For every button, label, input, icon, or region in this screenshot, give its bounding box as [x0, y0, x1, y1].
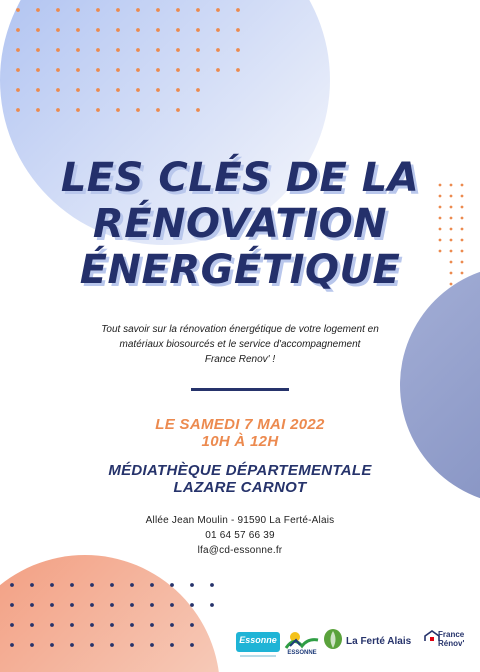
- decor-dot: [176, 28, 180, 32]
- title-line-1: LES CLÉS DE LA: [60, 155, 420, 201]
- decor-dot: [30, 623, 34, 627]
- bottom-left-circle: [0, 555, 220, 672]
- decor-dot: [50, 583, 54, 587]
- france-renov-text-2: Rénov': [438, 639, 465, 648]
- decor-dot: [136, 68, 140, 72]
- decor-dot: [116, 88, 120, 92]
- decor-dot: [150, 623, 154, 627]
- decor-dot: [196, 88, 200, 92]
- decor-dot: [156, 28, 160, 32]
- decor-dot: [16, 88, 20, 92]
- decor-dot: [110, 603, 114, 607]
- decor-dot: [70, 583, 74, 587]
- decor-dot: [90, 643, 94, 647]
- green-seal-logo: [322, 628, 344, 658]
- event-date: LE SAMEDI 7 MAI 2022: [155, 416, 325, 433]
- decor-dot: [156, 8, 160, 12]
- decor-dot: [190, 583, 194, 587]
- decor-dot: [76, 28, 80, 32]
- decor-dot: [70, 623, 74, 627]
- decor-dot: [96, 108, 100, 112]
- decor-dot: [116, 28, 120, 32]
- decor-dot: [96, 28, 100, 32]
- decor-dot: [170, 583, 174, 587]
- decor-dot: [216, 28, 220, 32]
- decor-dot: [196, 108, 200, 112]
- la-ferte-alais-logo-text: La Ferté Alais: [346, 636, 412, 647]
- decor-dot: [56, 108, 60, 112]
- decor-dot: [150, 603, 154, 607]
- decor-dot: [170, 643, 174, 647]
- decor-dot: [156, 108, 160, 112]
- venue-line-1: MÉDIATHÈQUE DÉPARTEMENTALE: [108, 462, 372, 479]
- decor-dot: [176, 68, 180, 72]
- decor-dot: [96, 48, 100, 52]
- decor-dot: [50, 623, 54, 627]
- decor-dot: [70, 603, 74, 607]
- decor-dot: [110, 623, 114, 627]
- intro-line-2: matériaux biosourcés et le service d'accompagnement: [119, 339, 361, 350]
- decor-dot: [156, 88, 160, 92]
- decor-dot: [16, 48, 20, 52]
- decor-dot: [110, 583, 114, 587]
- decor-dot: [10, 603, 14, 607]
- pnr-logo-icon: [284, 628, 320, 650]
- decor-dot: [130, 603, 134, 607]
- decor-dot: [10, 583, 14, 587]
- decor-dot: [56, 28, 60, 32]
- decor-dot: [36, 68, 40, 72]
- decor-dot: [76, 48, 80, 52]
- decor-dot: [16, 28, 20, 32]
- decor-dot: [76, 68, 80, 72]
- decor-dot: [96, 88, 100, 92]
- decor-dot: [236, 68, 240, 72]
- decor-dot: [190, 623, 194, 627]
- decor-dot: [170, 603, 174, 607]
- decor-dot: [176, 48, 180, 52]
- decor-dot: [96, 68, 100, 72]
- decor-dot: [196, 48, 200, 52]
- decor-dot: [130, 583, 134, 587]
- intro-line-1: Tout savoir sur la rénovation énergétique de votre logement en: [101, 324, 379, 335]
- pnr-logo: [284, 628, 320, 658]
- title-line-3: ÉNERGÉTIQUE: [79, 247, 401, 293]
- decor-dot: [136, 108, 140, 112]
- decor-dot: [50, 603, 54, 607]
- phone: 01 64 57 66 39: [205, 530, 275, 541]
- decor-dot: [136, 48, 140, 52]
- decor-dot: [16, 68, 20, 72]
- decor-dot: [190, 603, 194, 607]
- decor-dot: [30, 583, 34, 587]
- decor-dot: [116, 48, 120, 52]
- decor-dot: [76, 8, 80, 12]
- decor-dot: [130, 643, 134, 647]
- decor-dot: [196, 28, 200, 32]
- decor-dot: [36, 48, 40, 52]
- decor-dot: [150, 643, 154, 647]
- essonne-logo-text: Essonne: [239, 635, 277, 645]
- decor-dot: [216, 48, 220, 52]
- decor-dot: [10, 623, 14, 627]
- decor-dot: [196, 68, 200, 72]
- decor-dot: [50, 643, 54, 647]
- address: Allée Jean Moulin - 91590 La Ferté-Alais: [145, 515, 335, 526]
- decor-dot: [236, 28, 240, 32]
- decor-dot: [176, 8, 180, 12]
- decor-dot: [216, 68, 220, 72]
- decor-dot: [110, 643, 114, 647]
- decor-dot: [156, 68, 160, 72]
- decor-dot: [136, 28, 140, 32]
- decor-dot: [190, 643, 194, 647]
- decor-dot: [56, 48, 60, 52]
- pnr-logo-text: ESSONNE: [287, 650, 317, 656]
- decor-dot: [56, 68, 60, 72]
- decor-dot: [90, 583, 94, 587]
- decor-dot: [76, 88, 80, 92]
- decor-dot: [176, 108, 180, 112]
- decor-dot: [136, 88, 140, 92]
- la-ferte-alais-logo: [346, 628, 416, 658]
- email: lfa@cd-essonne.fr: [197, 545, 283, 556]
- decor-dot: [10, 643, 14, 647]
- intro-text: [80, 322, 400, 367]
- decor-dot: [156, 48, 160, 52]
- decor-dot: [90, 603, 94, 607]
- decor-dot: [30, 603, 34, 607]
- decor-dot: [236, 48, 240, 52]
- decor-dot: [16, 8, 20, 12]
- decor-dot: [150, 583, 154, 587]
- decor-dot: [36, 28, 40, 32]
- decor-dot: [136, 8, 140, 12]
- decor-dot: [56, 88, 60, 92]
- decor-dot: [116, 108, 120, 112]
- decor-dot: [196, 8, 200, 12]
- france-renov-logo: [424, 628, 468, 658]
- decor-dot: [56, 8, 60, 12]
- decor-dot: [210, 603, 214, 607]
- decor-dot: [36, 8, 40, 12]
- intro-line-3: France Renov' !: [204, 354, 276, 365]
- venue-line-2: LAZARE CARNOT: [173, 479, 307, 496]
- decor-dot: [76, 108, 80, 112]
- decor-dot: [170, 623, 174, 627]
- decor-dot: [210, 583, 214, 587]
- event-time: 10H À 12H: [201, 433, 279, 450]
- france-renov-text-1: France: [438, 630, 465, 639]
- decor-dot: [70, 643, 74, 647]
- decor-dot: [30, 643, 34, 647]
- divider: [191, 388, 289, 391]
- decor-dot: [36, 88, 40, 92]
- decor-dot: [36, 108, 40, 112]
- decor-dot: [116, 8, 120, 12]
- decor-dot: [176, 88, 180, 92]
- decor-dot: [116, 68, 120, 72]
- leaf-icon: [322, 628, 344, 654]
- decor-dot: [130, 623, 134, 627]
- decor-dot: [216, 8, 220, 12]
- decor-dot: [90, 623, 94, 627]
- title-line-2: RÉNOVATION: [92, 201, 388, 247]
- decor-dot: [96, 8, 100, 12]
- decor-dot: [16, 108, 20, 112]
- essonne-logo: [236, 628, 280, 658]
- decor-dot: [236, 8, 240, 12]
